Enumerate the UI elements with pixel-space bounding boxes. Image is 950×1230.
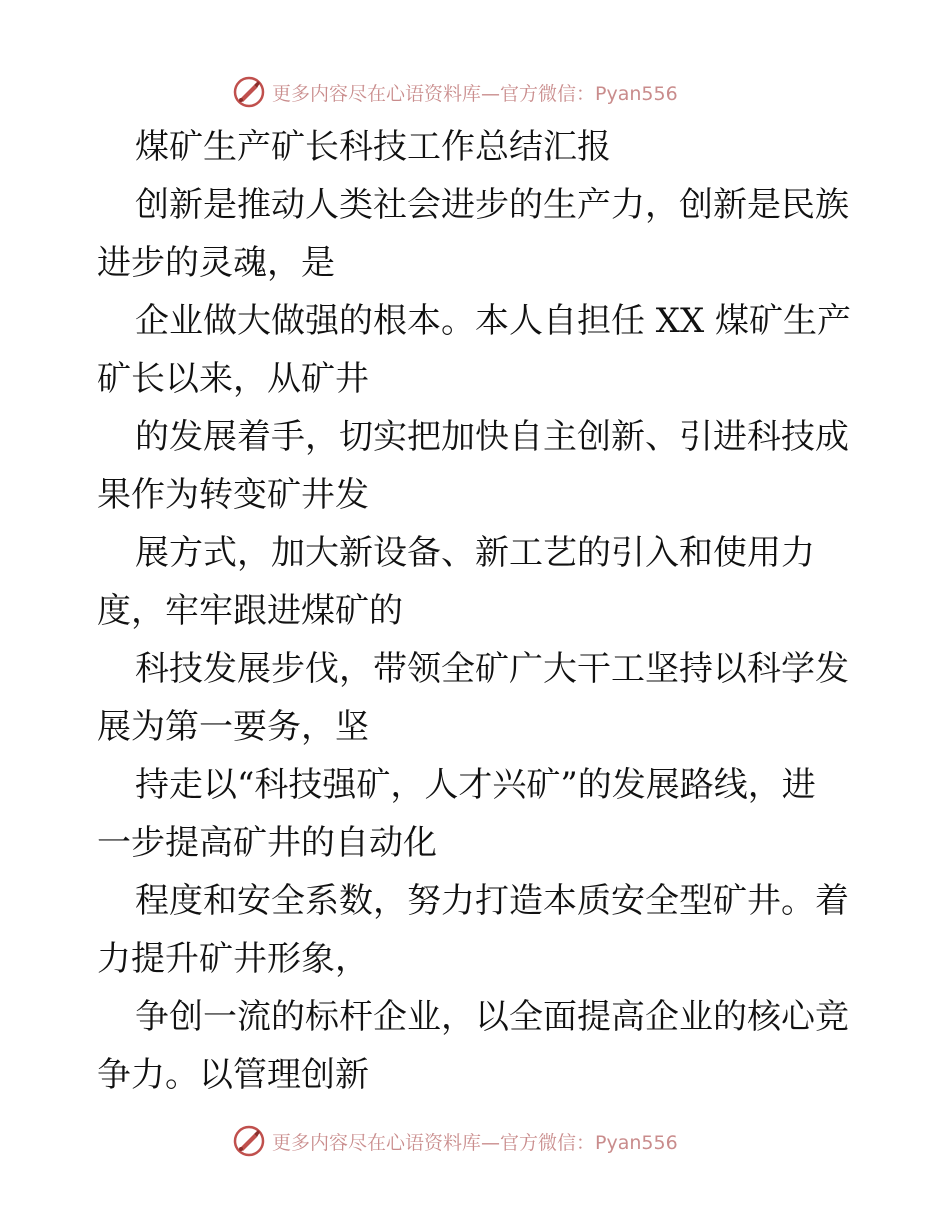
document-body [97, 118, 857, 1104]
text-line: 程度和安全系数，努力打造本质安全型矿井。着 [135, 881, 849, 921]
text-line: 进步的灵魂，是 [97, 243, 335, 283]
footer-watermark [232, 1121, 722, 1161]
text-line: 创新是推动人类社会进步的生产力，创新是民族 [135, 185, 849, 225]
document-title: 煤矿生产矿长科技工作总结汇报 [135, 127, 611, 167]
header-watermark [232, 72, 722, 112]
watermark-text: 更多内容尽在心语资料库—官方微信：Pyan556 [272, 82, 678, 105]
text-line: 果作为转变矿井发 [97, 475, 369, 515]
text-line: 争力。以管理创新 [97, 1055, 369, 1095]
text-line: 持走以“科技强矿，人才兴矿”的发展路线，进 [135, 765, 816, 805]
text-line: 展方式，加大新设备、新工艺的引入和使用力 [135, 533, 815, 573]
text-line: 展为第一要务，坚 [97, 707, 369, 747]
text-line: 的发展着手，切实把加快自主创新、引进科技成 [135, 417, 849, 457]
text-line: 一步提高矿井的自动化 [97, 823, 437, 863]
text-line: 度，牢牢跟进煤矿的 [97, 591, 403, 631]
watermark-text: 更多内容尽在心语资料库—官方微信：Pyan556 [272, 1131, 678, 1154]
text-line: 企业做大做强的根本。本人自担任 XX 煤矿生产 [135, 301, 852, 341]
text-line: 矿长以来，从矿井 [97, 359, 369, 399]
text-line: 力提升矿井形象， [97, 939, 369, 979]
pen-logo-icon [232, 1124, 266, 1158]
text-line: 争创一流的标杆企业，以全面提高企业的核心竞 [135, 997, 849, 1037]
text-line: 科技发展步伐，带领全矿广大干工坚持以科学发 [135, 649, 849, 689]
pen-logo-icon [232, 75, 266, 109]
